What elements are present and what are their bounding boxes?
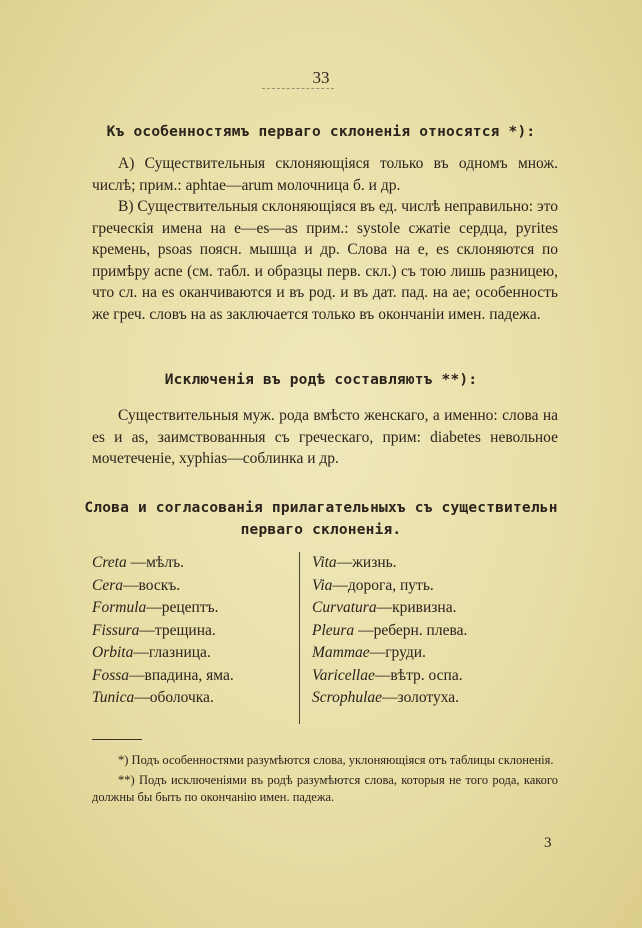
page-number: 33 bbox=[312, 68, 330, 87]
paragraph-exceptions: Существительныя муж. рода вмѣсто женскаго, а именно: слова на es и as, заимствованныя съ греческаго, прим: diabetes невольное мочетеченіе, xyphias—соблинка и др. bbox=[92, 407, 558, 467]
vocab-entry: Mammae—груди. bbox=[312, 644, 426, 661]
vocabulary-column-right bbox=[312, 552, 552, 710]
vocab-entry: Fissura—трещина. bbox=[92, 621, 216, 639]
section-body-exceptions bbox=[92, 405, 558, 470]
footnote-rule bbox=[92, 739, 142, 740]
vocab-entry: Curvatura—кривизна. bbox=[312, 599, 457, 616]
vocabulary-column-left bbox=[92, 552, 292, 710]
paragraph-a: А) Существительныя склоняющіяся только въ одномъ множ. числѣ; прим.: aphtae—arum молочница б. и др. bbox=[92, 155, 558, 194]
vocab-entry: Via—дорога, путь. bbox=[312, 576, 434, 594]
vocab-entry: Pleura —реберн. плева. bbox=[312, 621, 468, 639]
header-ornament bbox=[262, 88, 334, 92]
section-body-peculiarities bbox=[92, 153, 558, 325]
vocab-entry: Formula—рецептъ. bbox=[92, 599, 219, 616]
vocab-entry: Creta —мѣлъ. bbox=[92, 554, 184, 571]
section-heading-peculiarities: Къ особенностямъ перваго склоненія относятся *): bbox=[106, 124, 536, 140]
section-heading-vocabulary-line2: перваго склоненія. bbox=[240, 522, 402, 538]
vocab-entry: Cera—воскъ. bbox=[92, 576, 181, 594]
vocabulary-table bbox=[92, 552, 558, 727]
vocab-entry: Varicellae—вѣтр. оспа. bbox=[312, 666, 463, 684]
printer-signature: 3 bbox=[544, 835, 552, 851]
footnote-2: **) Подъ исключеніями въ родѣ разумѣются слова, которыя не того рода, какого должны бы быть по окончанію имен. падежа. bbox=[92, 773, 558, 804]
vocab-entry: Vita—жизнь. bbox=[312, 554, 397, 571]
section-heading-exceptions: Исключенія въ родѣ составляютъ **): bbox=[164, 372, 478, 388]
section-heading-vocabulary-line1: Слова и согласованія прилагательныхъ съ существительн bbox=[84, 500, 558, 516]
vocab-entry: Fossa—впадина, яма. bbox=[92, 666, 234, 684]
vocab-entry: Scrophulae—золотуха. bbox=[312, 689, 460, 706]
column-divider bbox=[299, 552, 300, 724]
footnotes bbox=[92, 752, 558, 806]
vocab-entry: Tunica—оболочка. bbox=[92, 689, 214, 706]
footnote-1: *) Подъ особенностями разумѣются слова, уклоняющіяся отъ таблицы склоненія. bbox=[118, 753, 554, 767]
paragraph-b: В) Существительныя склоняющіяся въ ед. числѣ неправильно: это греческія имена на e—es—as прим.: systole сжатіе сердца, pyrites кремень, psoas поясн. мышца и др. Слова на e, es склоняются по примѣру acne (см. табл. и образцы перв. скл.) съ тою лишь разницею, что сл. на es оканчиваются и въ род. и въ дат. пад. на ae; особенность же греч. словъ на as заключается только въ окончаніи имен. падежа. bbox=[92, 198, 558, 323]
vocab-entry: Orbita—глазница. bbox=[92, 644, 211, 661]
